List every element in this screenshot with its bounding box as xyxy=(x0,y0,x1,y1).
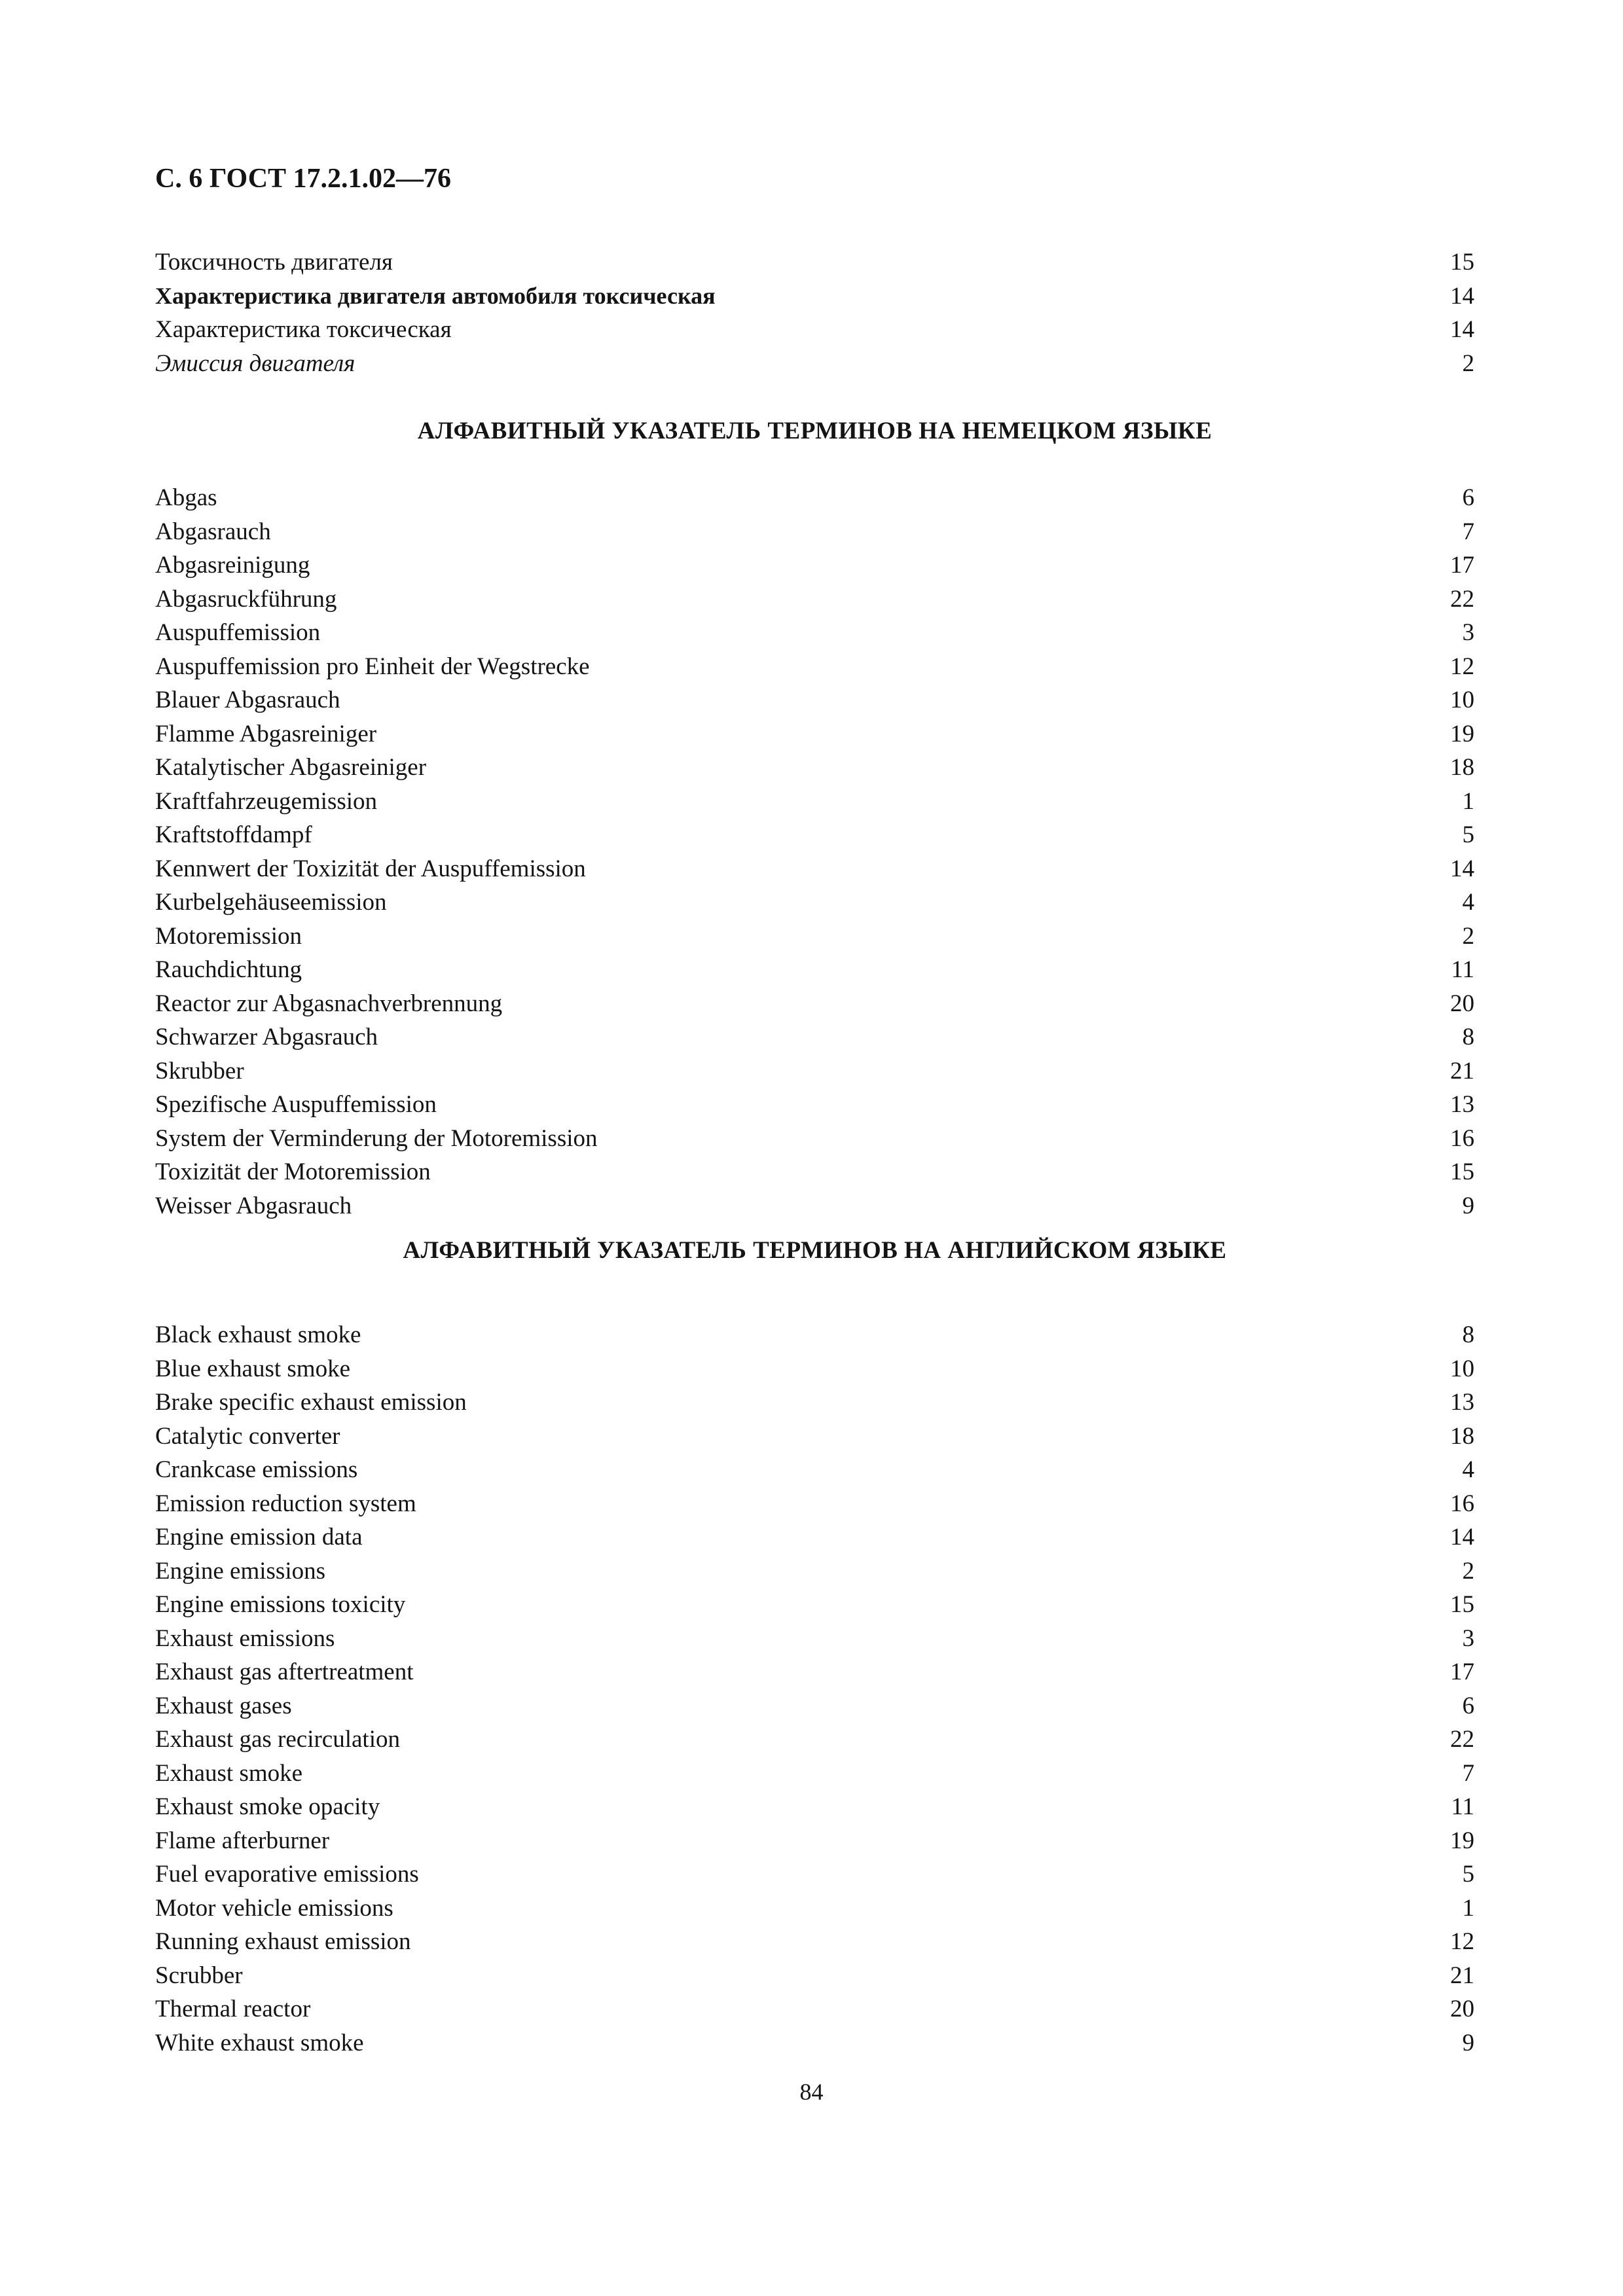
index-term: Motoremission xyxy=(155,922,302,950)
index-term-number: 15 xyxy=(1450,1158,1474,1185)
index-term: Toxizität der Motoremission xyxy=(155,1158,431,1185)
index-term-number: 7 xyxy=(1462,1759,1474,1787)
index-entry xyxy=(155,583,1474,617)
index-term: Engine emission data xyxy=(155,1524,363,1551)
index-entry xyxy=(155,1689,1474,1723)
index-term: Schwarzer Abgasrauch xyxy=(155,1024,378,1050)
index-term: Fuel evaporative emissions xyxy=(155,1861,419,1888)
index-entry xyxy=(155,1386,1474,1420)
index-term-number: 16 xyxy=(1450,1490,1474,1517)
index-term-number: 4 xyxy=(1462,889,1474,916)
index-term-number: 18 xyxy=(1450,1422,1474,1450)
index-entry xyxy=(155,1420,1474,1454)
index-entry xyxy=(155,1155,1474,1189)
index-term-number: 11 xyxy=(1451,956,1474,983)
index-term: Характеристика токсическая xyxy=(155,316,452,343)
index-term-number: 13 xyxy=(1450,1389,1474,1416)
index-term: Exhaust gases xyxy=(155,1692,292,1719)
index-entry xyxy=(155,1824,1474,1858)
index-entry xyxy=(155,1959,1474,1993)
index-term: White exhaust smoke xyxy=(155,2029,364,2056)
index-entry xyxy=(155,1453,1474,1487)
index-term-number: 14 xyxy=(1450,316,1474,343)
index-term: Blue exhaust smoke xyxy=(155,1355,351,1382)
index-term-number: 9 xyxy=(1462,2029,1474,2056)
index-entry xyxy=(155,953,1474,987)
index-term-number: 8 xyxy=(1462,1024,1474,1050)
index-entry xyxy=(155,1655,1474,1689)
index-term: Skrubber xyxy=(155,1057,244,1085)
index-term: Exhaust emissions xyxy=(155,1624,335,1652)
english-index-list xyxy=(155,1318,1474,2060)
index-term-number: 3 xyxy=(1462,619,1474,646)
index-term-number: 6 xyxy=(1462,484,1474,511)
index-entry xyxy=(155,852,1474,886)
index-entry xyxy=(155,886,1474,920)
index-term: Kraftstoffdampf xyxy=(155,821,312,848)
index-entry xyxy=(155,347,1474,381)
index-term: Kennwert der Toxizität der Auspuffemission xyxy=(155,855,586,882)
index-term-number: 2 xyxy=(1462,922,1474,950)
index-term-number: 20 xyxy=(1450,1996,1474,2022)
page-header: С. 6 ГОСТ 17.2.1.02—76 xyxy=(155,164,452,194)
index-entry xyxy=(155,1352,1474,1386)
index-term-number: 15 xyxy=(1450,249,1474,276)
index-term: Эмиссия двигателя xyxy=(155,350,356,377)
index-term: Abgasrauch xyxy=(155,518,271,545)
index-entry xyxy=(155,1122,1474,1156)
index-term-number: 7 xyxy=(1462,518,1474,545)
index-term: Engine emissions xyxy=(155,1557,326,1585)
index-term: Catalytic converter xyxy=(155,1422,340,1450)
index-term-number: 4 xyxy=(1462,1456,1474,1483)
german-index-list xyxy=(155,481,1474,1223)
index-term-number: 19 xyxy=(1450,1827,1474,1854)
index-term: Flame afterburner xyxy=(155,1827,330,1854)
index-entry xyxy=(155,1520,1474,1554)
index-term: Abgasruckführung xyxy=(155,585,337,613)
index-term-number: 2 xyxy=(1462,350,1474,377)
index-term: Spezifische Auspuffemission xyxy=(155,1091,437,1118)
index-term-number: 21 xyxy=(1450,1057,1474,1085)
index-term-number: 19 xyxy=(1450,720,1474,747)
index-entry xyxy=(155,481,1474,515)
index-term-number: 13 xyxy=(1450,1091,1474,1118)
index-entry xyxy=(155,1318,1474,1352)
index-term: Reactor zur Abgasnachverbrennung xyxy=(155,990,503,1017)
index-entry xyxy=(155,1757,1474,1791)
index-entry xyxy=(155,818,1474,852)
index-term-number: 5 xyxy=(1462,1861,1474,1888)
index-term: Токсичность двигателя xyxy=(155,249,393,276)
index-term: Brake specific exhaust emission xyxy=(155,1389,467,1416)
index-term: System der Verminderung der Motoremission xyxy=(155,1124,598,1152)
index-entry xyxy=(155,1088,1474,1122)
index-entry xyxy=(155,987,1474,1021)
index-term: Emission reduction system xyxy=(155,1490,416,1517)
index-term: Rauchdichtung xyxy=(155,956,302,983)
index-term-number: 6 xyxy=(1462,1692,1474,1719)
index-term-number: 14 xyxy=(1450,855,1474,882)
index-term: Характеристика двигателя автомобиля токсическая xyxy=(155,282,716,309)
index-term: Auspuffemission xyxy=(155,619,321,646)
index-entry xyxy=(155,785,1474,819)
index-term-number: 10 xyxy=(1450,1355,1474,1382)
index-entry xyxy=(155,1554,1474,1588)
index-entry xyxy=(155,1723,1474,1757)
index-term: Running exhaust emission xyxy=(155,1928,411,1955)
index-term: Kurbelgehäuseemission xyxy=(155,889,387,916)
index-term-number: 16 xyxy=(1450,1124,1474,1152)
index-entry xyxy=(155,920,1474,954)
index-entry xyxy=(155,1189,1474,1223)
index-term-number: 1 xyxy=(1462,787,1474,815)
index-term: Exhaust smoke xyxy=(155,1759,303,1787)
index-term-number: 14 xyxy=(1450,282,1474,310)
index-term: Crankcase emissions xyxy=(155,1456,358,1483)
index-term: Auspuffemission pro Einheit der Wegstrecke xyxy=(155,653,590,680)
index-term: Motor vehicle emissions xyxy=(155,1894,393,1922)
index-term-number: 17 xyxy=(1450,552,1474,579)
german-index-heading: АЛФАВИТНЫЙ УКАЗАТЕЛЬ ТЕРМИНОВ НА НЕМЕЦКОМ ЯЗЫКЕ xyxy=(417,418,1213,444)
index-term: Exhaust gas recirculation xyxy=(155,1726,400,1753)
index-entry xyxy=(155,1790,1474,1824)
index-term: Katalytischer Abgasreiniger xyxy=(155,754,427,781)
index-term-number: 10 xyxy=(1450,687,1474,713)
index-term-number: 9 xyxy=(1462,1192,1474,1219)
index-entry xyxy=(155,1054,1474,1088)
index-entry xyxy=(155,717,1474,751)
index-entry xyxy=(155,751,1474,785)
index-entry xyxy=(155,313,1474,347)
index-entry xyxy=(155,1020,1474,1054)
index-term-number: 1 xyxy=(1462,1894,1474,1922)
index-term: Engine emissions toxicity xyxy=(155,1591,406,1618)
index-term-number: 3 xyxy=(1462,1624,1474,1652)
index-term-number: 15 xyxy=(1450,1591,1474,1618)
index-term-number: 21 xyxy=(1450,1962,1474,1989)
index-term: Thermal reactor xyxy=(155,1996,311,2022)
index-term-number: 12 xyxy=(1450,653,1474,680)
page-number: 84 xyxy=(799,2079,824,2105)
russian-index-tail xyxy=(155,245,1474,380)
index-entry xyxy=(155,1588,1474,1622)
index-entry xyxy=(155,1892,1474,1926)
index-entry xyxy=(155,650,1474,684)
index-term-number: 5 xyxy=(1462,821,1474,848)
index-term: Abgasreinigung xyxy=(155,552,310,579)
index-term-number: 11 xyxy=(1451,1793,1474,1820)
index-term: Weisser Abgasrauch xyxy=(155,1192,352,1219)
index-term: Abgas xyxy=(155,484,217,511)
index-term: Exhaust smoke opacity xyxy=(155,1793,380,1820)
index-term: Exhaust gas aftertreatment xyxy=(155,1659,414,1685)
index-entry xyxy=(155,1992,1474,2026)
index-entry xyxy=(155,1622,1474,1656)
index-term-number: 20 xyxy=(1450,990,1474,1017)
index-entry xyxy=(155,616,1474,650)
index-term-number: 12 xyxy=(1450,1928,1474,1955)
index-entry xyxy=(155,548,1474,583)
index-term: Flamme Abgasreiniger xyxy=(155,720,377,747)
index-entry xyxy=(155,515,1474,549)
index-entry xyxy=(155,245,1474,279)
english-index-heading: АЛФАВИТНЫЙ УКАЗАТЕЛЬ ТЕРМИНОВ НА АНГЛИЙСКОМ ЯЗЫКЕ xyxy=(403,1237,1227,1264)
index-term-number: 2 xyxy=(1462,1557,1474,1585)
index-entry xyxy=(155,683,1474,717)
index-term: Blauer Abgasrauch xyxy=(155,687,340,713)
index-term-number: 22 xyxy=(1450,585,1474,613)
index-entry xyxy=(155,1857,1474,1892)
index-entry xyxy=(155,2026,1474,2060)
index-term-number: 14 xyxy=(1450,1524,1474,1551)
index-term-number: 18 xyxy=(1450,754,1474,781)
index-entry xyxy=(155,1925,1474,1959)
index-term: Kraftfahrzeugemission xyxy=(155,787,378,815)
index-term-number: 17 xyxy=(1450,1659,1474,1685)
index-term: Black exhaust smoke xyxy=(155,1321,361,1348)
index-term-number: 8 xyxy=(1462,1321,1474,1348)
index-term-number: 22 xyxy=(1450,1726,1474,1753)
index-term: Scrubber xyxy=(155,1962,243,1989)
index-entry xyxy=(155,1487,1474,1521)
index-entry xyxy=(155,279,1474,314)
